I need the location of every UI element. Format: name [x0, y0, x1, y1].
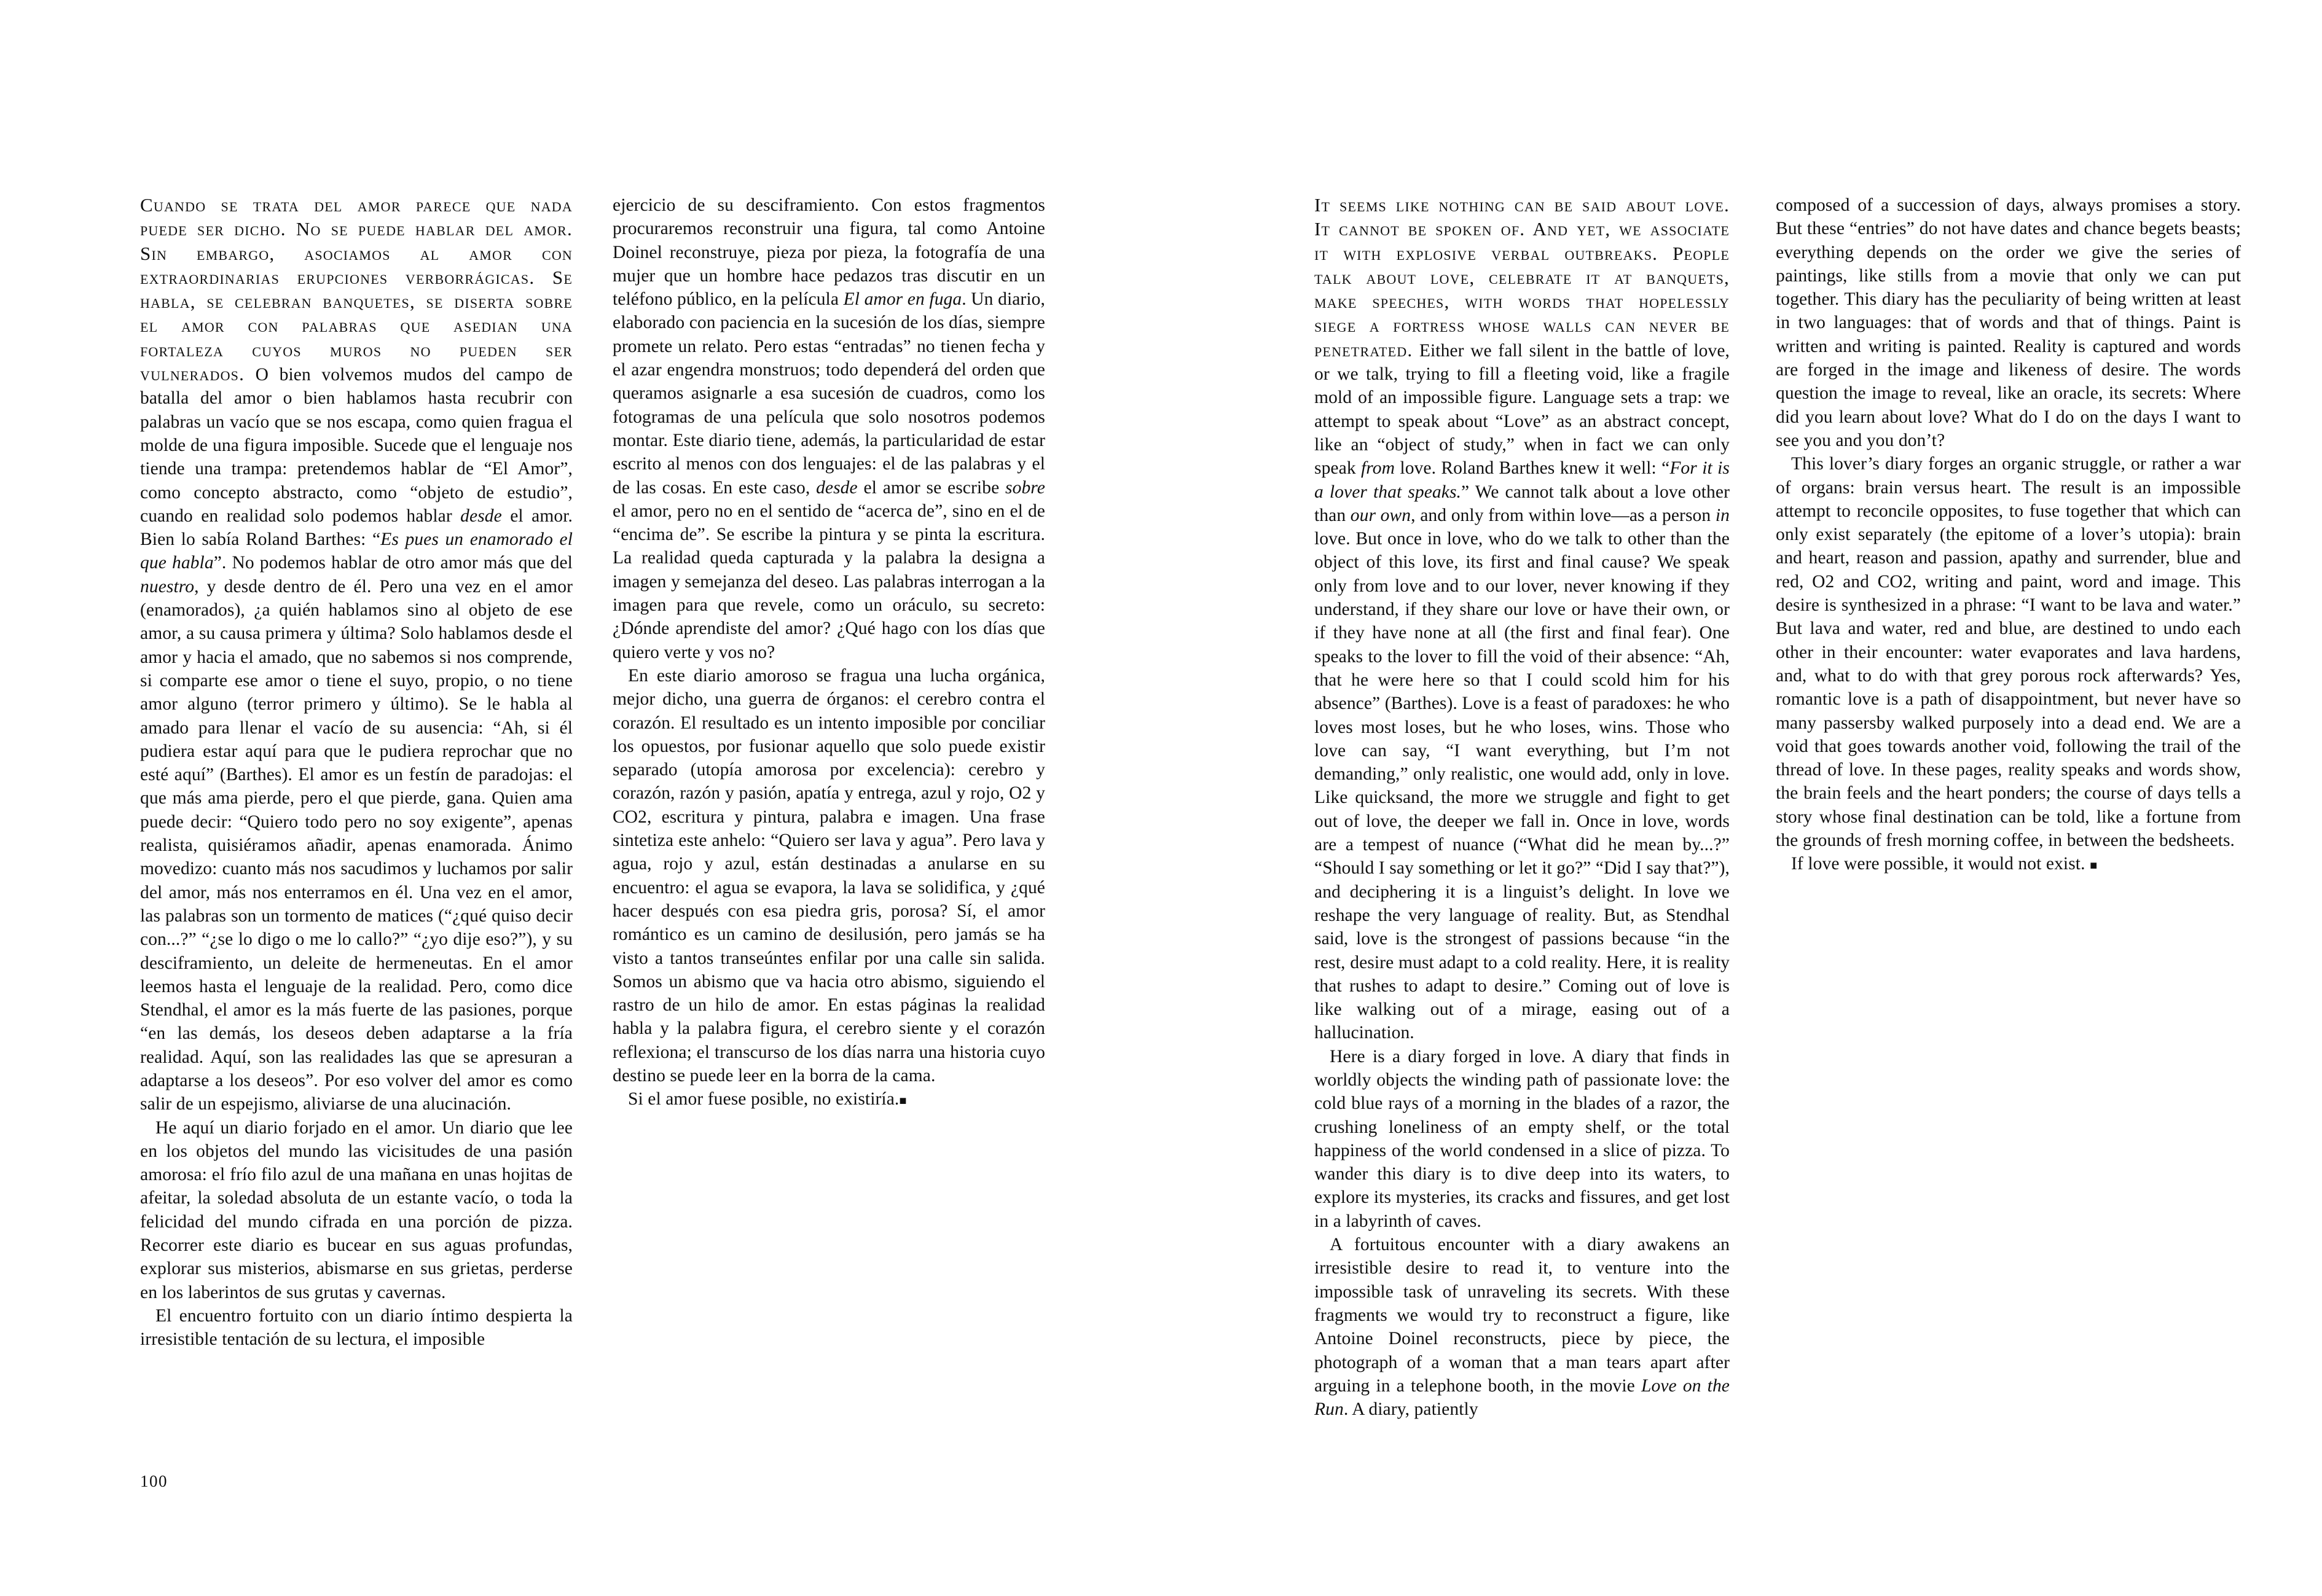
text-run: If love were possible, it would not exist. — [1791, 854, 2090, 874]
text-run: love. But once in love, who do we talk to other than the object of this love, its first and final cause? We speak only from love and to our lover, never knowing if they understand, if they share our love or have their own, or if they have none at all (the first and final fear). One speaks to the lover to fill the void of their absence: “Ah, that he were here so that I could scold him for his absence” (Barthes). Love is a feast of paradoxes: he who loves most loses, but he who loses, wins. Those who love can say, “I want everything, but I’m not demanding,” only realistic, one would add, only in love. Like quicksand, the more we struggle and fight to get out of love, the deeper we fall in. Once in love, words are a tempest of nuance (“What did he mean by...?” “Should I say something or let it go?” “Did I say that?”), and deciphering it is a linguist’s delight. In love we reshape the very language of reality. But, as Stendhal said, love is the strongest of passions because “in the rest, desire must adapt to a cold reality. Here, it is reality that rushes to adapt to desire.” Coming out of love is like walking out of a mirage, easing out of a hallucination. — [1314, 529, 1730, 1043]
paragraph — [140, 1116, 573, 1304]
paragraph — [1776, 452, 2241, 852]
text-run: , y desde dentro de él. Pero una vez en el amor (enamorados), ¿a quién hablamos sino al objeto de ese amor, a su causa primera y última? Solo hablamos desde el amor y hacia el amado, que no sabemos si nos comprende, si comparte ese amor o tiene el suyo, propio, o no tiene amor alguno (terror primero y último). Se le habla al amado para llenar el vacío de su ausencia: “Ah, si él pudiera estar aquí para que le pudiera reprochar que no esté aquí” (Barthes). El amor es un festín de paradojas: el que más ama pierde, pero el que pierde, gana. Quien ama puede decir: “Quiero todo pero no soy exigente”, apenas realista, quisiéramos añadir, apenas enamorada. Ánimo movedizo: cuanto más nos sacudimos y luchamos por salir del amor, más nos enterramos en él. Una vez en el amor, las palabras son un tormento de matices (“¿qué quiso decir con...?” “¿se lo digo o me lo callo?” “¿yo dije eso?”), y su desciframiento, un deleite de hermeneutas. En el amor leemos hasta el lenguaje de la realidad. Pero, como dice Stendhal, el amor es la más fuerte de las pasiones, porque “en las demás, los deseos deben adaptarse a la fría realidad. Aquí, son las realidades las que se apresuran a adaptarse a los deseos”. Por eso volver del amor es como salir de un espejismo, aliviarse de una alucinación. — [140, 576, 573, 1114]
italic-run: desde — [816, 477, 858, 498]
smallcaps-run: Cuando se trata del amor parece que nada puede ser dicho. No se puede hablar del amor. Sin embargo, asociamos al amor con extraordinarias erupciones verborrágicas. Se habla, se celebran banquetes, se diserta sobre el amor con palabras que asedian una fortaleza cuyos muros no pueden ser vulnerados. — [140, 194, 573, 385]
text-run: el amor. Bien lo sabía Roland Barthes: “ — [140, 506, 573, 550]
text-run: Si el amor fuese posible, no existiría. — [628, 1089, 900, 1109]
text-run: el amor se escribe — [857, 477, 1006, 498]
italic-run: El amor en fuga — [843, 289, 962, 310]
text-run: El encuentro fortuito con un diario íntimo despierta la irresistible tentación de su lectura, el imposible — [140, 1305, 573, 1350]
text-run: love. Roland Barthes knew it well: “ — [1395, 458, 1670, 479]
text-run: Here is a diary forged in love. A diary that finds in worldly objects the winding path of passionate love: the cold blue rays of a morning in the blades of a razor, the crushing loneliness of an empty shelf, or the total happiness of the world condensed in a slice of pizza. To wander this diary is to dive deep into its waters, to explore its mysteries, its cracks and fissures, and get lost in a labyrinth of caves. — [1314, 1046, 1730, 1231]
italic-run: nuestro — [140, 576, 195, 597]
paragraph — [1776, 194, 2241, 452]
text-run: O bien volvemos mudos del campo de batalla del amor o bien hablamos hasta recubrir con palabras un vacío que se nos escapa, como quien fragua el molde de una figura imposible. Sucede que el lenguaje nos tiende una trampa: pretendemos hablar de “El Amor”, como concepto abstracto, como “objeto de estudio”, cuando en realidad solo podemos hablar — [140, 365, 573, 526]
italic-run: For it is a lover that speaks. — [1314, 458, 1730, 502]
page-number: 100 — [140, 1472, 168, 1490]
text-run: En este diario amoroso se fragua una lucha orgánica, mejor dicho, una guerra de órganos: el cerebro contra el corazón. El resultado es un intento imposible por conciliar los opuestos, por fusionar aquello que solo puede existir separado (utopía amorosa por excelencia): cerebro y corazón, razón y pasión, apatía y entrega, azul y rojo, O2 y CO2, escritura y pintura, palabra e imagen. Una frase sintetiza este anhelo: “Quiero ser lava y agua”. Pero lava y agua, rojo y azul, están destinadas a anularse en su encuentro: el agua se evapora, la lava se solidifica, y ¿qué hacer después con esa piedra gris, porosa? Sí, el amor romántico es un camino de desilusión, pero jamás se ha visto a tantos transeúntes enfilar por una calle sin salida. Somos un abismo que va hacia otro abismo, siguiendo el rastro de un hilo de amor. En estas páginas la realidad habla y la palabra figura, el cerebro siente y el corazón reflexiona; el transcurso de los días narra una historia cuyo destino se puede leer en la borra de la cama. — [613, 665, 1045, 1086]
paragraph — [613, 664, 1045, 1087]
smallcaps-run: It seems like nothing can be said about love. It cannot be spoken of. And yet, we associate it with explosive verbal outbreaks. People talk about love, celebrate it at banquets, make speeches, with words that hopelessly siege a fortress whose walls can never be penetrated. — [1314, 194, 1730, 361]
italic-run: Love on the Run — [1314, 1375, 1730, 1420]
text-run: composed of a succession of days, always promises a story. But these “entries” do not have dates and chance begets beasts; everything depends on the order we give the series of paintings, like stills from a movie that only we can put together. This diary has the peculiarity of being written at least in two languages: that of words and that of things. Paint is written and writing is painted. Reality is captured and words are forged in the image and likeness of desire. The words question the image to reveal, like an oracle, its secrets: Where did you learn about love? What do I do on the days I want to see you and you don’t? — [1776, 195, 2241, 450]
text-run: He aquí un diario forjado en el amor. Un diario que lee en los objetos del mundo las vicisitudes de una pasión amorosa: el frío filo azul de una mañana en unas hojitas de afeitar, la soledad absoluta de un estante vacío, o toda la felicidad del mundo cifrada en una porción de pizza. Recorrer este diario es bucear en sus aguas profundas, explorar sus misterios, abismarse en sus grietas, perderse en los laberintos de sus grutas y cavernas. — [140, 1117, 573, 1302]
end-mark-icon: ■ — [899, 1094, 907, 1108]
text-run: A fortuitous encounter with a diary awakens an irresistible desire to read it, to venture into the impossible task of unraveling its secrets. With these fragments we would try to reconstruct a figure, like Antoine Doinel reconstructs, piece by piece, the photograph of a woman that a man tears apart after arguing in a telephone booth, in the movie — [1314, 1235, 1730, 1396]
italic-run: desde — [460, 506, 502, 526]
text-run: el amor, pero no en el sentido de “acerca de”, sino en el de “encima de”. Se escribe la pintura y se pinta la escritura. La realidad queda capturada y la palabra la designa a imagen y semejanza del deseo. Las palabras interrogan a la imagen para que revele, como un oráculo, su secreto: ¿Dónde aprendiste del amor? ¿Qué hago con los días que quiero verte y vos no? — [613, 501, 1045, 662]
end-mark-icon: ■ — [2090, 859, 2098, 873]
spanish-text-column-1 — [140, 194, 573, 1352]
italic-run: Es pues un enamorado el que habla — [140, 530, 573, 573]
paragraph — [140, 194, 573, 1116]
italic-run: sobre — [1005, 477, 1045, 498]
paragraph — [613, 1087, 1045, 1113]
english-text-column-2 — [1776, 194, 2241, 878]
text-run: This lover’s diary forges an organic struggle, or rather a war of organs: brain versus heart. The result is an impossible attempt to reconcile opposites, to fuse together that which can only exist separately (the epitome of a lover’s utopia): brain and heart, reason and passion, apathy and surrender, blue and red, O2 and CO2, writing and paint, word and image. This desire is synthesized in a phrase: “I want to be lava and water.” But lava and water, red and blue, are destined to undo each other in their encounter: water evaporates and lava hardens, and, what to do with that grey porous rock afterwards? Yes, romantic love is a path of disappointment, but never have so many passersby walked purposely into a dead end. We are a void that goes towards another void, following the trail of the thread of love. In these pages, reality speaks and words show, the brain feels and the heart ponders; the course of days tells a story whose final destination can be told, like a fortune from the grounds of fresh morning coffee, in between the bedsheets. — [1776, 454, 2241, 851]
paragraph — [1776, 852, 2241, 877]
paragraph — [1314, 1045, 1730, 1233]
english-text-column-1 — [1314, 194, 1730, 1421]
text-run: Either we fall silent in the battle of love, or we talk, trying to fill a fleeting void, like a fragile mold of an impossible figure. Language sets a trap: we attempt to speak about “Love” as an abstract concept, like an “object of study,” when in fact we can only speak — [1314, 340, 1730, 479]
paragraph — [1314, 194, 1730, 1045]
text-run: . A diary, patiently — [1343, 1399, 1478, 1420]
italic-run: in — [1715, 505, 1730, 525]
text-run: . Un diario, elaborado con paciencia en la sucesión de los días, siempre promete un relato. Pero estas “entradas” no tienen fecha y el azar engendra monstruos; todo dependerá del orden que queramos asignarle a esa sucesión de cuadros, como los fotogramas de una película que solo nosotros podemos montar. Este diario tiene, además, la particularidad de estar escrito al menos con dos lenguajes: el de las palabras y el de las cosas. En este caso, — [613, 289, 1045, 498]
text-run: ejercicio de su desciframiento. Con estos fragmentos procuraremos reconstruir una figura, tal como Antoine Doinel reconstruye, pieza por pieza, la fotografía de una mujer que un hombre hace pedazos tras discutir en un teléfono público, en la película — [613, 195, 1045, 310]
spanish-text-column-2 — [613, 194, 1045, 1113]
text-run: , and only from within love—as a person — [1411, 505, 1716, 525]
text-run: ” We cannot talk about a love other than — [1314, 482, 1730, 525]
paragraph — [140, 1304, 573, 1352]
paragraph — [613, 194, 1045, 664]
italic-run: from — [1361, 458, 1395, 479]
italic-run: our own — [1350, 505, 1411, 525]
text-run: ”. No podemos hablar de otro amor más que del — [213, 553, 573, 573]
paragraph — [1314, 1233, 1730, 1421]
